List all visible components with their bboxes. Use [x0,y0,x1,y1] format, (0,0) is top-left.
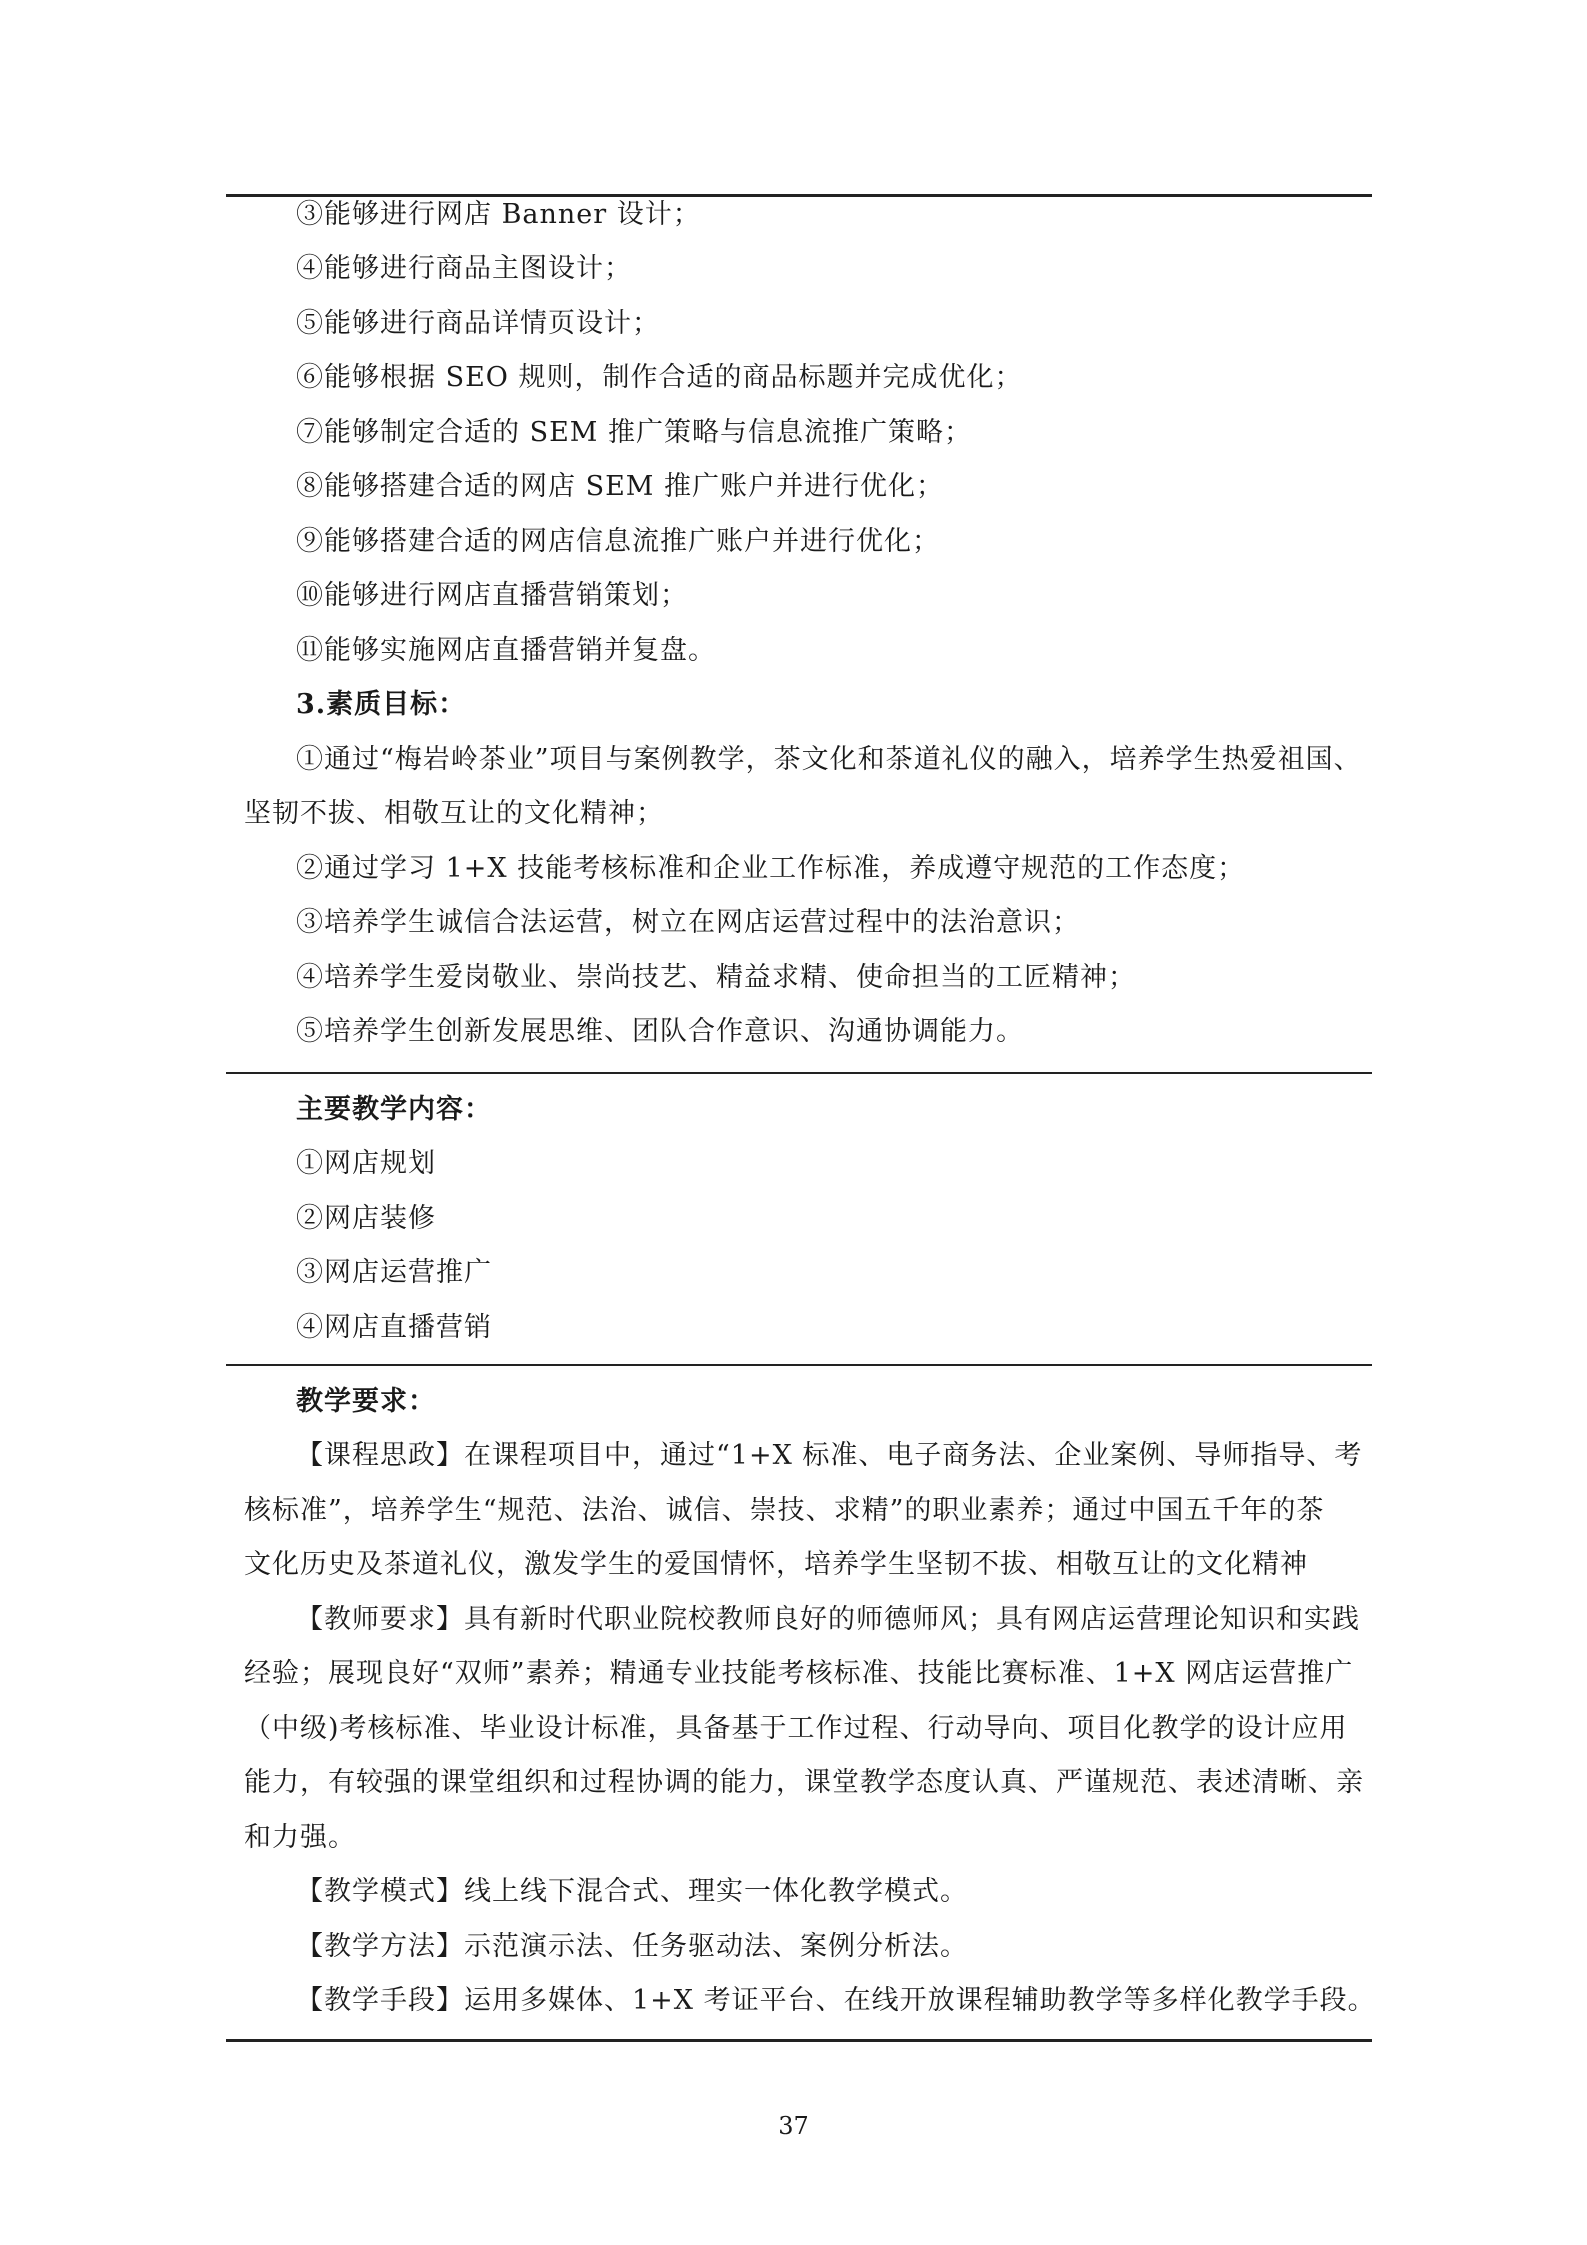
quality-objective-item: ③培养学生诚信合法运营，树立在网店运营过程中的法治意识； [296,907,1080,938]
section-divider [226,1072,1372,1074]
skill-objective-item: ④能够进行商品主图设计； [296,253,632,284]
quality-objective-item: ①通过“梅岩岭茶业”项目与案例教学，茶文化和茶道礼仪的融入，培养学生热爱祖国、 [296,744,1362,775]
quality-objectives-heading: 3.素质目标： [296,689,467,720]
skill-objective-item: ⑦能够制定合适的 SEM 推广策略与信息流推广策略； [296,417,973,448]
teacher-requirement-line: 能力，有较强的课堂组织和过程协调的能力，课堂教学态度认真、严谨规范、表述清晰、亲 [244,1767,1364,1798]
teacher-requirement-line: 和力强。 [244,1822,356,1853]
requirements-heading: 教学要求： [296,1386,436,1417]
skill-objective-item: ⑩能够进行网店直播营销策划； [296,580,688,611]
main-content-item: ②网店装修 [296,1203,436,1234]
teacher-requirement-line: 经验；展现良好“双师”素养；精通专业技能考核标准、技能比赛标准、1+X 网店运营推广 [244,1658,1354,1689]
skill-objective-item: ⑧能够搭建合适的网店 SEM 推广账户并进行优化； [296,471,945,502]
skill-objective-item: ⑤能够进行商品详情页设计； [296,308,660,339]
teacher-requirement-line: （中级)考核标准、毕业设计标准，具备基于工作过程、行动导向、项目化教学的设计应用 [244,1713,1348,1744]
skill-objective-item: ⑨能够搭建合适的网店信息流推广账户并进行优化； [296,526,940,557]
quality-objective-item: ⑤培养学生创新发展思维、团队合作意识、沟通协调能力。 [296,1016,1024,1047]
ideology-paragraph-line: 核标准”，培养学生“规范、法治、诚信、崇技、求精”的职业素养；通过中国五千年的茶 [244,1495,1325,1526]
main-content-item: ④网店直播营销 [296,1312,492,1343]
quality-objective-item-continued: 坚韧不拔、相敬互让的文化精神； [244,798,664,829]
teaching-mode: 【教学模式】线上线下混合式、理实一体化教学模式。 [296,1876,968,1907]
page-number: 37 [778,2112,809,2140]
ideology-paragraph-line: 文化历史及茶道礼仪，激发学生的爱国情怀，培养学生坚韧不拔、相敬互让的文化精神 [244,1549,1308,1580]
quality-objective-item: ②通过学习 1+X 技能考核标准和企业工作标准，养成遵守规范的工作态度； [296,853,1246,884]
section-divider [226,1364,1372,1366]
table-bottom-rule [226,2039,1372,2042]
teaching-method: 【教学方法】示范演示法、任务驱动法、案例分析法。 [296,1931,968,1962]
teacher-requirement-line: 【教师要求】具有新时代职业院校教师良好的师德师风；具有网店运营理论知识和实践 [296,1604,1360,1635]
ideology-paragraph-line: 【课程思政】在课程项目中，通过“1+X 标准、电子商务法、企业案例、导师指导、考 [296,1440,1363,1471]
main-content-item: ①网店规划 [296,1148,436,1179]
skill-objective-item: ⑪能够实施网店直播营销并复盘。 [296,635,716,666]
skill-objective-item: ⑥能够根据 SEO 规则，制作合适的商品标题并完成优化； [296,362,1023,393]
quality-objective-item: ④培养学生爱岗敬业、崇尚技艺、精益求精、使命担当的工匠精神； [296,962,1136,993]
main-content-heading: 主要教学内容： [296,1094,492,1125]
main-content-item: ③网店运营推广 [296,1257,492,1288]
skill-objective-item: ③能够进行网店 Banner 设计； [296,199,701,230]
teaching-means: 【教学手段】运用多媒体、1+X 考证平台、在线开放课程辅助教学等多样化教学手段。 [296,1985,1376,2016]
